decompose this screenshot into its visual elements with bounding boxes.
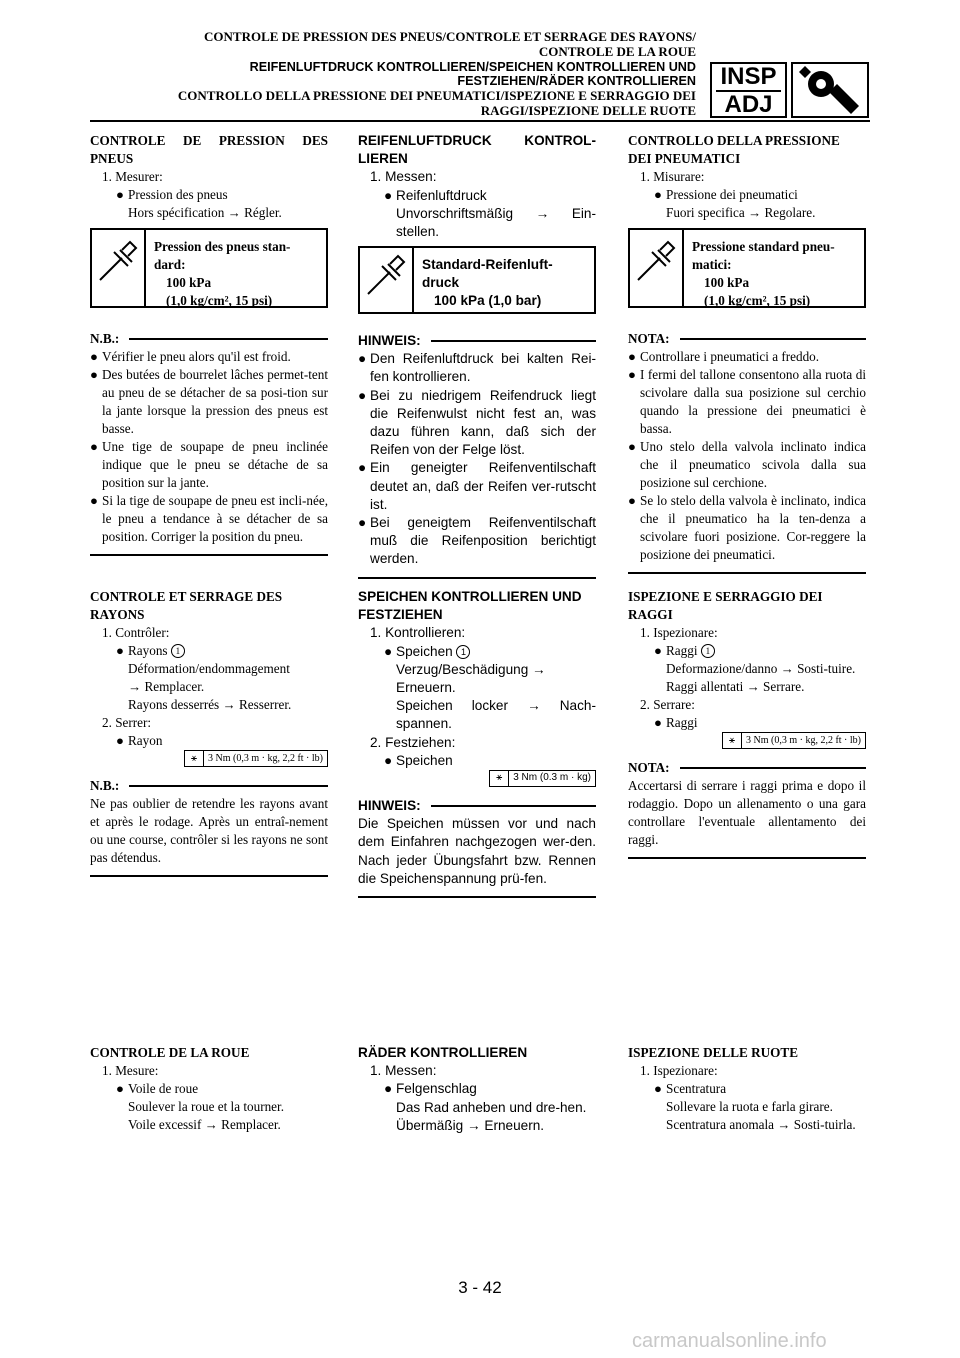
de-s3-d2: Übermäßig → Erneuern. [396,1117,545,1133]
it-s2-d3: Raggi allentati → Serrare. [666,679,805,694]
fr-s2-step2: 2. Serrer: [102,715,152,730]
de-wheel-section: RÄDER KONTROLLIEREN 1. Messen: ● Felgenschlag Das Rad anheben und dre-hen. Übermäßig → Erneuern. [358,1044,596,1135]
it-s3-d2: Scentratura anomala → Sosti-tuirla. [666,1117,856,1132]
fr-tire-pressure-section: CONTROLE DE PRESSION DES PNEUS 1. Mesurer: ● Pression des pneus Hors spécification → Régler. [90,133,328,220]
it-s1-title: CONTROLLO DELLA PRESSIONE DEI PNEUMATICI [628,133,840,166]
header-line-1: CONTROLE DE PRESSION DES PNEUS/CONTROLE ET SERRAGE DES RAYONS/ [204,29,696,44]
it-s1-note-1: ● Controllare i pneumatici a freddo. [628,349,820,364]
de-s3-title: RÄDER KONTROLLIEREN [358,1045,528,1060]
de-spokes-section: SPEICHEN KONTROLLIEREN UND FESTZIEHEN 1. Kontrollieren: ● Speichen 1 Verzug/Beschädigung → Erneuern. Speichen locker → Nach-spannen. 2. Festziehen: ● Speichen ⚹ 3 Nm (0.3 m · kg) HINWEIS: Die Speichen müssen vor und nach dem Einfahren nachgezogen wer-den. Nach jeder Übungsfahrt bzw. Rennen die Speichenspannung prü-fen. [358,588,596,898]
torque-icon: ⚹ [185,751,204,766]
it-s3-item: Scentratura [666,1081,727,1096]
fr-s2-note: Ne pas oublier de retendre les rayons avant et après le rodage. Après un entraî-nement ou une course, contrôler si les rayons ne sont pas détendus. [90,796,328,865]
it-s1-end-rule [628,572,866,574]
fr-s1-note-1: ● Vérifier le pneu alors qu'il est froid. [90,349,291,364]
it-s1-note-3: ● Uno stelo della valvola inclinato indica che il pneumatico scivola dalla sua posizione sul cerchione. [628,439,866,490]
header-line-4: FESTZIEHEN/RÄDER KONTROLLIEREN [457,74,696,89]
de-s3-item: Felgenschlag [396,1081,477,1097]
fr-torque-spec: ⚹ 3 Nm (0,3 m · kg, 2,2 ft · lb) [90,750,328,767]
insp-adj-badge [710,62,787,118]
fr-s3-title: CONTROLE DE LA ROUE [90,1045,250,1060]
it-s1-note-label: NOTA: [628,331,670,346]
fr-s2-d2: → Remplacer. [128,679,205,694]
fr-s3-step: 1. Mesure: [102,1063,159,1078]
de-s1-notes [358,332,596,579]
de-spec-box [358,246,596,314]
it-s2-title: ISPEZIONE E SERRAGGIO DEI RAGGI [628,589,823,622]
de-torque-spec: ⚹ 3 Nm (0.3 m · kg) [358,770,596,787]
callout-1: 1 [171,644,185,658]
fr-s1-note-4: ● Si la tige de soupape de pneu est incli-née, le pneu a tendance à se détacher de sa position. Corriger la position du pneu. [90,493,328,544]
fr-s3-item: Voile de roue [128,1081,199,1096]
de-s2-step1: 1. Kontrollieren: [370,625,466,641]
it-s2-d1: Deformazione/danno → Sosti-tuire. [666,661,856,676]
fr-spec-box [90,228,328,308]
fr-wheel-section: CONTROLE DE LA ROUE 1. Mesure: ● Voile de roue Soulever la roue et la tourner. Voile excessif → Remplacer. [90,1044,328,1134]
fr-s1-note-label: N.B.: [90,331,120,346]
fr-s2-end-rule [90,875,328,877]
torque-icon: ⚹ [490,771,509,786]
spec-wrench-icon [360,248,414,312]
de-s2-end-rule [358,896,596,898]
it-s2-item1: Raggi [666,643,698,658]
fr-s2-step1: 1. Contrôler: [102,625,170,640]
header-line-6: RAGGI/ISPEZIONE DELLE RUOTE [480,102,696,118]
de-s2-item2: Speichen [396,752,453,768]
fr-spec-v2: (1,0 kg/cm², 15 psi) [166,293,273,308]
badge-adj: ADJ [724,91,773,118]
it-spec-title: Pressione standard pneu-matici: [692,239,835,272]
fr-s2-item2: Rayon [128,733,163,748]
spec-wrench-icon [92,230,146,306]
fr-s2-item1: Rayons [128,643,168,658]
header-line-5: CONTROLLO DELLA PRESSIONE DEI PNEUMATICI/ISPEZIONE E SERRAGGIO DEI [177,88,696,104]
de-spec-title: Standard-Reifenluft-druck [422,257,553,291]
header-line-2: CONTROLE DE LA ROUE [538,43,696,59]
wrench-tool-icon [791,62,869,118]
fr-s2-note-label: N.B.: [90,778,120,793]
de-s3-d1: Das Rad anheben und dre-hen. [396,1099,587,1115]
it-s1-detail: Fuori specifica → Regolare. [666,205,816,220]
de-spec-v1: 100 kPa (1,0 bar) [434,293,542,309]
de-s2-note-label: HINWEIS: [358,798,421,814]
it-tire-pressure-section: CONTROLLO DELLA PRESSIONE DEI PNEUMATICI 1. Misurare: ● Pressione dei pneumatici Fuori specifica → Regolare. [628,132,866,222]
de-s1-note-label: HINWEIS: [358,333,421,348]
it-wheel-section: ISPEZIONE DELLE RUOTE 1. Ispezionare: ● Scentratura Sollevare la ruota e farla girare. Scentratura anomala → Sosti-tuirla. [628,1044,866,1134]
it-s1-note-2: ● I fermi del tallone consentono alla ruota di scivolare dalla sua posizione sul cerchio quando la pressione dei pneumatici è bassa. [628,367,866,436]
fr-s2-d3: Rayons desserrés → Resserrer. [128,697,292,712]
fr-s3-d2: Voile excessif → Remplacer. [128,1117,281,1132]
callout-1: 1 [701,644,715,658]
it-spec-v1: 100 kPa [704,275,750,290]
fr-s1-end-rule [90,554,328,556]
it-s1-step: 1. Misurare: [640,169,705,184]
it-s2-item2: Raggi [666,715,698,730]
fr-s2-d1: Déformation/endommagement [128,661,290,676]
de-tire-pressure-section: REIFENLUFTDRUCK KONTROL-LIEREN 1. Messen: ● Reifenluftdruck Unvorschriftsmäßig → Ein-stellen. [358,132,596,241]
watermark: carmanualsonline.info [632,1330,827,1352]
it-s2-end-rule [628,857,866,859]
header-line-3: REIFENLUFTDRUCK KONTROLLIEREN/SPEICHEN KONTROLLIEREN UND [249,59,696,74]
it-s1-note-4: ● Se lo stelo della valvola è inclinato, indica che il pneumatico ha la ten-denza a scivolare fuori posizione. Cor-reggere la posizione dei pneumatici. [628,493,866,562]
fr-s1-note-3: ● Une tige de soupape de pneu inclinée indique que le pneu se détache de sa position sur la jante. [90,439,328,490]
it-torque-spec: ⚹ 3 Nm (0,3 m · kg, 2,2 ft · lb) [628,732,866,749]
fr-s1-item: Pression des pneus [128,187,228,202]
fr-s2-title: CONTROLE ET SERRAGE DES RAYONS [90,589,283,622]
de-s1-detail: Unvorschriftsmäßig → Ein-stellen. [396,205,596,240]
it-spec-v2: (1,0 kg/cm², 15 psi) [704,293,811,308]
it-s2-step2: 2. Serrare: [640,697,695,712]
it-s3-d1: Sollevare la ruota e farla girare. [666,1099,833,1114]
header-rule [90,120,870,122]
fr-s1-detail: Hors spécification → Régler. [128,205,282,220]
it-spec-box [628,228,866,308]
fr-s1-note-2: ● Des butées de bourrelet lâches permet-tent au pneu de se détacher de sa posi-tion sur la jante lorsque la pression des pneus est basse. [90,367,328,436]
de-s1-note-2: ● Bei zu niedrigem Reifendruck liegt die Reifenwulst nicht fest an, was dazu führen kann, daß sich der Reifen von der Felge löst. [358,387,596,458]
fr-spokes-section: CONTROLE ET SERRAGE DES RAYONS 1. Contrôler: ● Rayons 1 Déformation/endommagement → Remplacer. Rayons desserrés → Resserrer. 2. Serrer: ● Rayon ⚹ 3 Nm (0,3 m · kg, 2,2 ft · lb) N.B.: Ne pas oublier de retendre les rayons avant et après le rodage. Après un entraî-nement ou une course, contrôler si les rayons ne sont pas détendus. [90,588,328,877]
de-s1-end-rule [358,577,596,579]
fr-s3-d1: Soulever la roue et la tourner. [128,1099,284,1114]
de-s1-note-1: ● Den Reifenluftdruck bei kalten Rei-fen kontrollieren. [358,351,596,385]
it-s3-step: 1. Ispezionare: [640,1063,718,1078]
it-spokes-section: ISPEZIONE E SERRAGGIO DEI RAGGI 1. Ispezionare: ● Raggi 1 Deformazione/danno → Sosti-tuire. Raggi allentati → Serrare. 2. Serrare: ● Raggi ⚹ 3 Nm (0,3 m · kg, 2,2 ft · lb) NOTA: Accertarsi di serrare i raggi prima e dopo il rodaggio. Dopo un allenamento o una gara controllare l'eventuale allentamento dei raggi. [628,588,866,859]
it-s2-note: Accertarsi di serrare i raggi prima e dopo il rodaggio. Dopo un allenamento o una gara controllare l'eventuale allentamento dei raggi. [628,778,866,847]
it-s1-notes [628,330,866,574]
de-s2-step2: 2. Festziehen: [370,734,456,750]
de-s1-note-3: ● Ein geneigter Reifenventilschaft deutet an, daß der Reifen ver-rutscht ist. [358,460,596,512]
torque-icon: ⚹ [723,733,742,748]
de-s2-title: SPEICHEN KONTROLLIEREN UND FESTZIEHEN [358,589,582,623]
badge-insp: INSP [716,64,781,92]
callout-1: 1 [456,645,470,659]
fr-s1-title: CONTROLE DE PRESSION DES PNEUS [90,133,328,166]
fr-spec-v1: 100 kPa [166,275,212,290]
de-s1-note-4: ● Bei geneigtem Reifenventilschaft muß die Reifenposition berichtigt werden. [358,515,596,567]
de-s2-d1: Verzug/Beschädigung → [396,661,546,677]
de-s2-d2: Erneuern. [396,680,456,696]
it-s1-item: Pressione dei pneumatici [666,187,798,202]
fr-spec-title: Pression des pneus stan-dard: [154,239,291,272]
it-s2-note-label: NOTA: [628,760,670,775]
section-header [90,30,696,119]
de-s1-item: Reifenluftdruck [396,187,487,203]
de-s1-step: 1. Messen: [370,169,437,185]
it-s3-title: ISPEZIONE DELLE RUOTE [628,1045,799,1060]
page-number: 3 - 42 [458,1278,502,1297]
fr-s1-step: 1. Mesurer: [102,169,163,184]
it-s2-step1: 1. Ispezionare: [640,625,718,640]
de-s1-title: REIFENLUFTDRUCK KONTROL-LIEREN [358,133,596,167]
de-s2-note: Die Speichen müssen vor und nach dem Einfahren nachgezogen wer-den. Nach jeder Übungsfahrt bzw. Rennen die Speichenspannung prü-fen. [358,816,596,886]
de-s2-item1: Speichen [396,643,453,659]
de-s2-d3: Speichen locker → Nach-spannen. [396,698,596,732]
spec-wrench-icon [630,230,684,306]
fr-s1-notes [90,330,328,556]
de-s3-step: 1. Messen: [370,1063,437,1079]
